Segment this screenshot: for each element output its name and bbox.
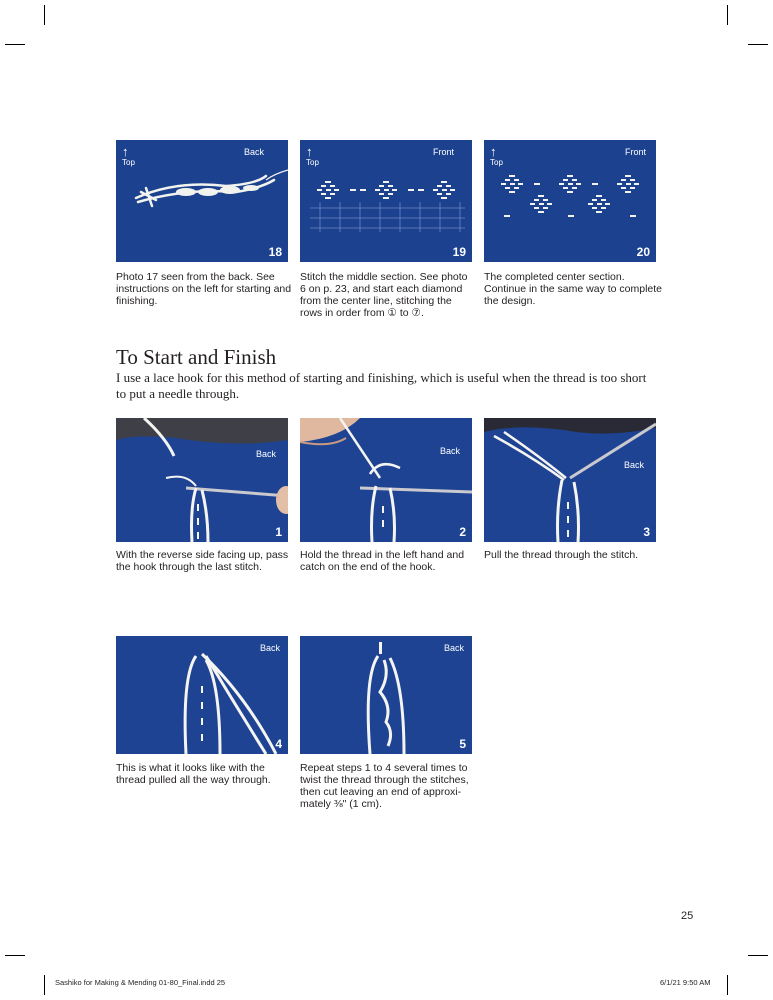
crop-mark bbox=[44, 5, 45, 25]
crop-mark bbox=[44, 975, 45, 995]
photo-18 bbox=[116, 140, 288, 262]
completed-center-illustration bbox=[484, 140, 656, 262]
side-label: Front bbox=[432, 147, 454, 157]
slug-date: 6/1/21 9:50 AM bbox=[660, 978, 711, 987]
side-label: Back bbox=[443, 643, 464, 653]
pull-thread-illustration bbox=[484, 418, 656, 542]
top-label: Top bbox=[122, 158, 135, 167]
caption-20: The completed center section. Continue in the same way to complete the design. bbox=[484, 271, 663, 307]
crop-mark bbox=[5, 44, 25, 45]
top-marker bbox=[122, 146, 135, 167]
photo-step-4 bbox=[116, 636, 288, 754]
side-label: Back bbox=[259, 643, 280, 653]
caption-step-4: This is what it looks like with the thread pulled all the way through. bbox=[116, 762, 271, 786]
caption-step-5: Repeat steps 1 to 4 several times to twist the thread through the stitches, then cut leaving an end of approxi-mately ⅜" (1 cm). bbox=[300, 762, 469, 810]
caption-step-1: With the reverse side facing up, pass the hook through the last stitch. bbox=[116, 549, 289, 573]
crop-mark bbox=[748, 955, 768, 956]
page-number: 25 bbox=[681, 910, 694, 922]
side-label: Back bbox=[439, 446, 460, 456]
photo-number: 1 bbox=[275, 525, 282, 539]
top-label: Top bbox=[490, 158, 503, 167]
photo-number: 3 bbox=[643, 525, 650, 539]
caption-step-2: Hold the thread in the left hand and catch on the end of the hook. bbox=[300, 549, 465, 573]
photo-number: 19 bbox=[452, 245, 466, 259]
top-marker bbox=[306, 146, 319, 167]
photo-19 bbox=[300, 140, 472, 262]
twisted-thread-illustration bbox=[300, 636, 472, 754]
side-label: Back bbox=[255, 449, 276, 459]
photo-step-1 bbox=[116, 418, 288, 542]
photo-number: 4 bbox=[275, 737, 282, 751]
arrow-up-icon: ↑ bbox=[490, 144, 497, 159]
photo-number: 18 bbox=[268, 245, 282, 259]
side-label: Back bbox=[623, 460, 644, 470]
section-intro: I use a lace hook for this method of starting and finishing, which is useful when the thread is too short to put a needle through. bbox=[116, 370, 647, 401]
photo-step-3 bbox=[484, 418, 656, 542]
back-stitches-illustration bbox=[116, 140, 288, 262]
caption-step-3: Pull the thread through the stitch. bbox=[484, 549, 639, 561]
thread-pulled-through-illustration bbox=[116, 636, 288, 754]
photo-step-2 bbox=[300, 418, 472, 542]
slug-file: Sashiko for Making & Mending 01-80_Final.indd 25 bbox=[55, 978, 226, 987]
photo-20 bbox=[484, 140, 656, 262]
crop-mark bbox=[727, 5, 728, 25]
caption-18: Photo 17 seen from the back. See instructions on the left for starting and finishing. bbox=[116, 271, 292, 307]
crop-mark bbox=[727, 975, 728, 995]
side-label: Back bbox=[243, 147, 264, 157]
hook-through-stitch-illustration bbox=[116, 418, 288, 542]
photo-number: 20 bbox=[636, 245, 650, 259]
arrow-up-icon: ↑ bbox=[306, 144, 313, 159]
middle-section-illustration bbox=[300, 140, 472, 262]
hold-thread-illustration bbox=[300, 418, 472, 542]
caption-19: Stitch the middle section. See photo 6 on p. 23, and start each diamond from the center line, stitching the rows in order from ① to ⑦. bbox=[300, 271, 468, 319]
side-label: Front bbox=[624, 147, 646, 157]
top-marker bbox=[490, 146, 503, 167]
crop-mark bbox=[748, 44, 768, 45]
arrow-up-icon: ↑ bbox=[122, 144, 129, 159]
crop-mark bbox=[5, 955, 25, 956]
photo-number: 2 bbox=[459, 525, 466, 539]
section-heading: To Start and Finish bbox=[116, 345, 277, 369]
top-label: Top bbox=[306, 158, 319, 167]
photo-step-5 bbox=[300, 636, 472, 754]
photo-number: 5 bbox=[459, 737, 466, 751]
